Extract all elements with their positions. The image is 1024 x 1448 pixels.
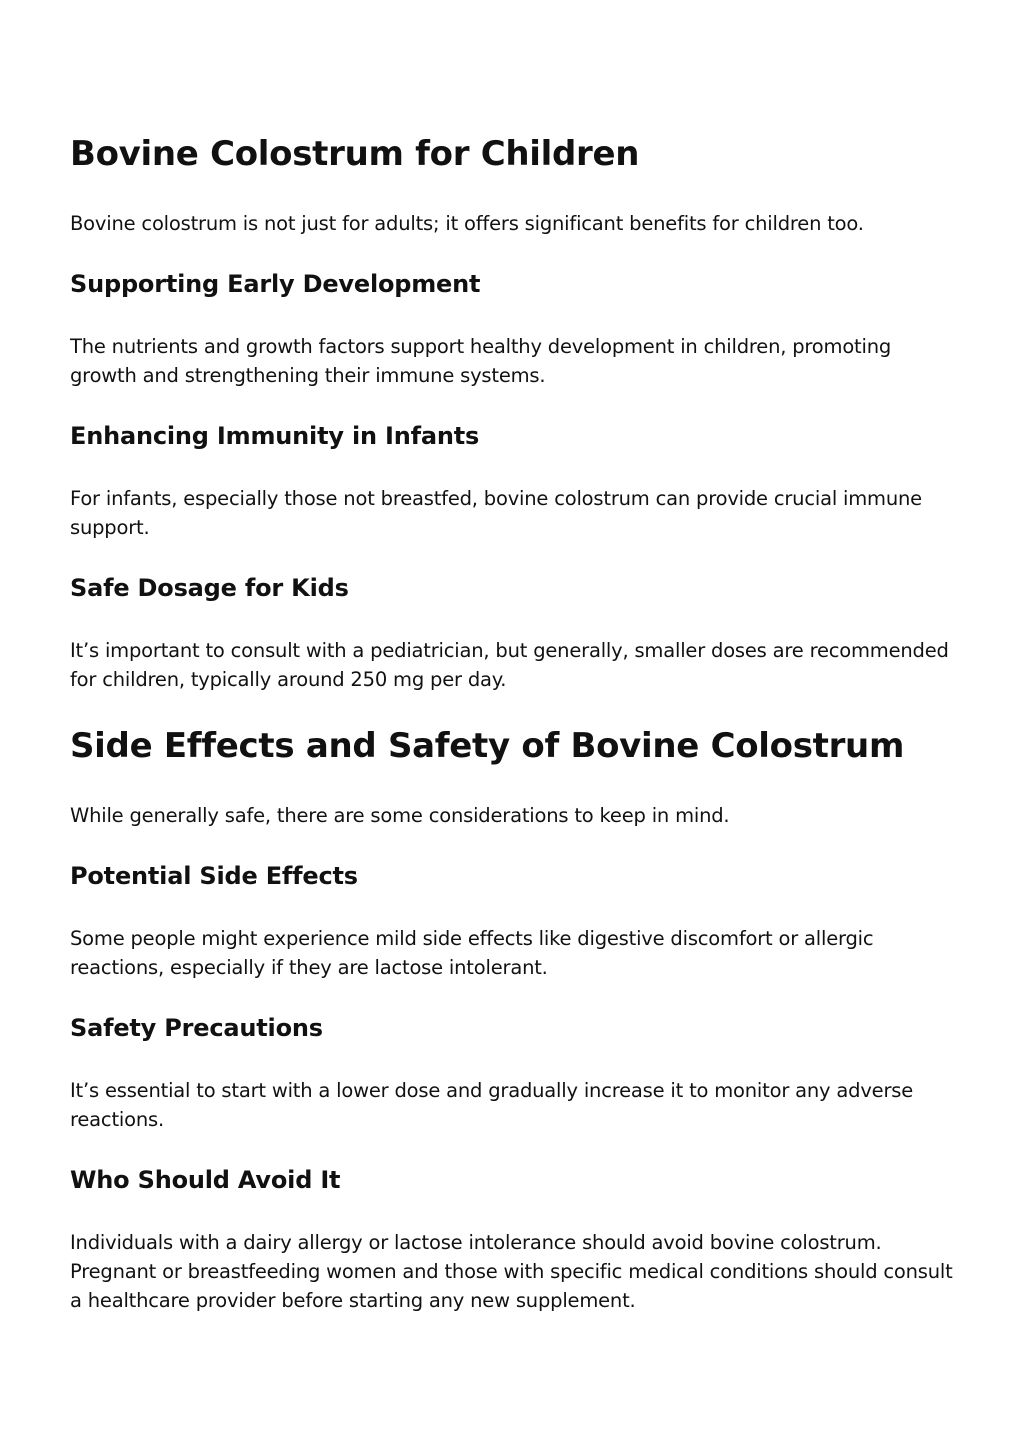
paragraph-potential-side-effects: Some people might experience mild side effects like digestive discomfort or allergic reactions, especially if they are lactose intolerant. — [70, 927, 874, 979]
heading-enhancing-immunity: Enhancing Immunity in Infants — [70, 422, 480, 450]
heading-who-should-avoid: Who Should Avoid It — [70, 1166, 341, 1194]
paragraph-supporting-early-development: The nutrients and growth factors support healthy development in children, promoting growth and strengthening their immune systems. — [70, 335, 892, 387]
paragraph-enhancing-immunity: For infants, especially those not breastfed, bovine colostrum can provide crucial immune support. — [70, 487, 922, 539]
heading-potential-side-effects: Potential Side Effects — [70, 862, 358, 890]
heading-safety-precautions: Safety Precautions — [70, 1014, 323, 1042]
paragraph-who-should-avoid: Individuals with a dairy allergy or lactose intolerance should avoid bovine colostrum. Pregnant or breastfeeding women and those with specific medical conditions should consult a healthcare provider before starting any new supplement. — [70, 1231, 953, 1312]
section-intro-side-effects: While generally safe, there are some considerations to keep in mind. — [70, 804, 730, 827]
paragraph-safety-precautions: It’s essential to start with a lower dose and gradually increase it to monitor any adverse reactions. — [70, 1079, 914, 1131]
section-intro-children: Bovine colostrum is not just for adults; it offers significant benefits for children too. — [70, 212, 864, 235]
heading-supporting-early-development: Supporting Early Development — [70, 270, 481, 298]
paragraph-safe-dosage: It’s important to consult with a pediatrician, but generally, smaller doses are recommended for children, typically around 250 mg per day. — [70, 639, 949, 691]
section-title-side-effects: Side Effects and Safety of Bovine Colostrum — [70, 726, 905, 766]
heading-safe-dosage: Safe Dosage for Kids — [70, 574, 349, 602]
section-title-children: Bovine Colostrum for Children — [70, 134, 640, 174]
